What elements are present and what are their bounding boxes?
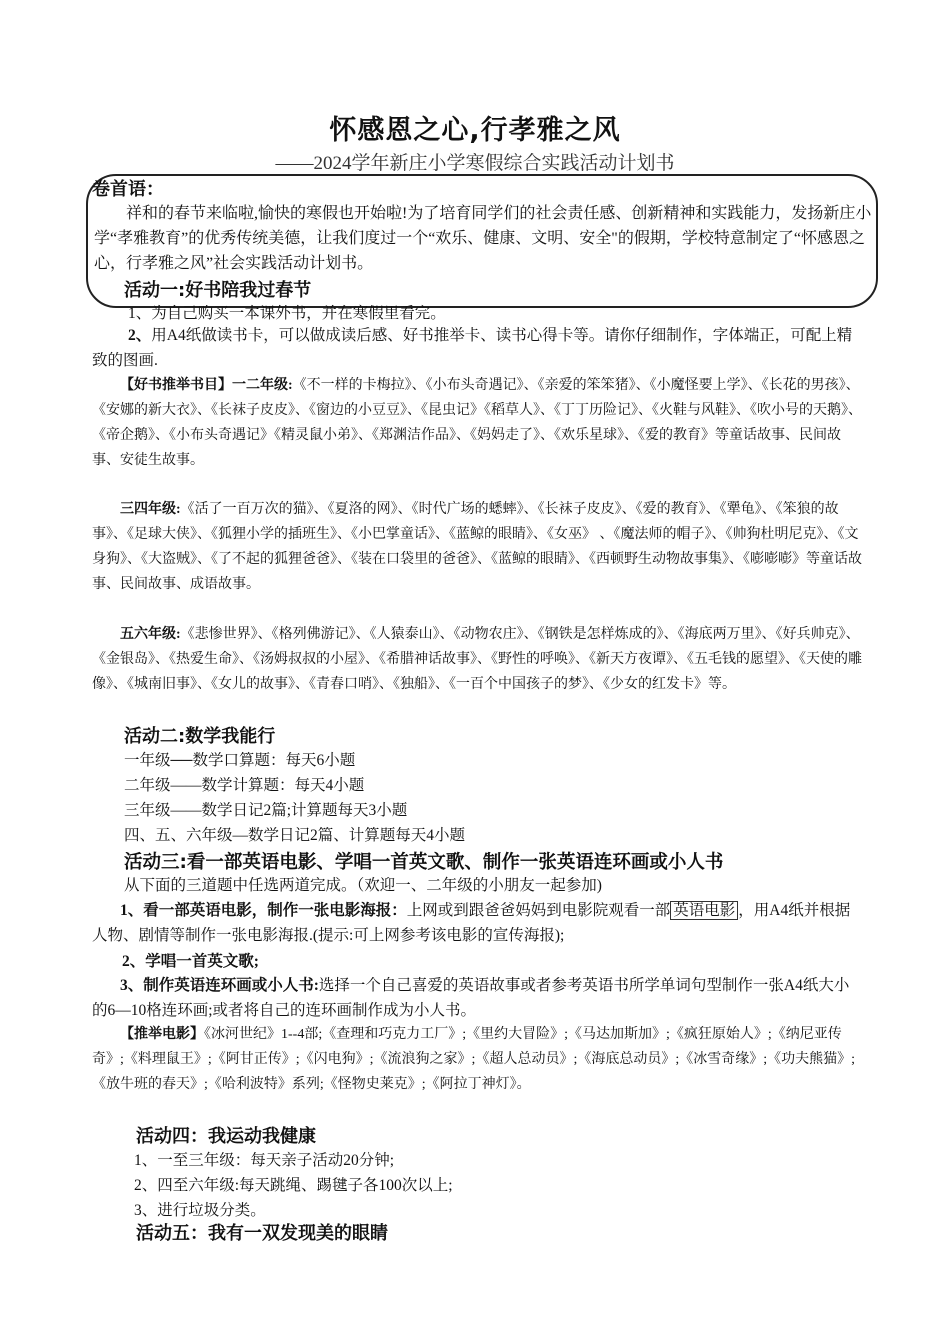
activity3-item3-text: 选择一个自己喜爱的英语故事或者参考英语书所学单词句型制作一张A4纸大小的6—10格连环画;或者将自己的连环画制作成为小人书。: [92, 977, 850, 1019]
activity3-heading: 活动三:看一部英语电影、学唱一首英文歌、制作一张英语连环画或小人书: [124, 852, 724, 873]
recommended-movies: [92, 1022, 862, 1097]
books-grade34-label: 三四年级:: [120, 502, 181, 517]
books-grade56: [92, 622, 862, 697]
activity3-item1-post: ，用A4纸并根据人物、剧情等制作一张电影海报.(提示:可上网参考该电影的宣传海报);: [92, 902, 851, 944]
books-grade34-list: 《活了一百万次的猫》、《夏洛的网》、《时代广场的蟋蟀》、《长袜子皮皮》、《爱的教育》、《犟龟》、《笨狼的故事》、《足球大侠》、《狐狸小学的插班生》、《小巴掌童话》、《蓝鲸的眼睛》、《女巫》 、《魔法师的帽子》、《帅狗杜明尼克》、《文身狗》、《大盗贼》、《了不起的狐狸爸爸》、《装在口袋里的爸爸》、《蓝鲸的眼睛》、《西顿野生动物故事集》、《嘭嘭嘭》等童话故事、民间故事、成语故事。: [92, 502, 862, 592]
activity3-item3-label: 3、制作英语连环画或小人书:: [120, 977, 319, 994]
activity3-item1-label: 1、看一部英语电影，制作一张电影海报：: [120, 902, 407, 919]
movies-list: 《冰河世纪》1--4部;《查理和巧克力工厂》;《里约大冒险》;《马达加斯加》;《疯狂原始人》;《纳尼亚传奇》;《料理鼠王》;《阿甘正传》;《闪电狗》;《流浪狗之家》;《超人总动员》;《海底总动员》;《冰雪奇缘》;《功夫熊猫》;《放牛班的春天》;《哈利波特》系列;《怪物史莱克》;《阿拉丁神灯》。: [92, 1027, 856, 1092]
document-subtitle: ——2024学年新庄小学寒假综合实践活动计划书: [275, 153, 675, 174]
preface-label: 卷首语：: [92, 179, 164, 200]
books-grade56-label: 五六年级:: [120, 627, 181, 642]
activity4-line-1: 1、一至三年级：每天亲子活动20分钟;: [134, 1152, 395, 1169]
activity1-item2-number: 2、: [128, 327, 152, 344]
document-title: 怀感恩之心,行孝雅之风: [329, 115, 621, 146]
activity2-line-1: 一年级──数学口算题：每天6小题: [124, 752, 356, 769]
activity1-item2-text: 用A4纸做读书卡，可以做成读后感、好书推举卡、读书心得卡等。请你仔细制作，字体端正，可配上精致的图画.: [92, 327, 853, 369]
activity5-heading: 活动五：我有一双发现美的眼睛: [136, 1223, 388, 1244]
books-label: 【好书推举书目】一二年级:: [120, 378, 293, 393]
activity1-item2: [92, 323, 862, 373]
activity3-intro: 从下面的三道题中任选两道完成。（欢迎一、二年级的小朋友一起参加): [124, 877, 602, 894]
preface-text: 祥和的春节来临啦,愉快的寒假也开始啦!为了培育同学们的社会责任感、创新精神和实践能力，发扬新庄小学“孝雅教育”的优秀传统美德，让我们度过一个“欢乐、健康、文明、安全"的假期，学校特意制定了“怀感恩之心，行孝雅之风”社会实践活动计划书。: [94, 205, 872, 272]
activity3-item2: 2、学唱一首英文歌;: [122, 953, 259, 970]
books-grade34: [92, 497, 862, 597]
activity3-item3: [92, 973, 862, 1023]
activity3-item1-pre: 上网或到跟爸爸妈妈到电影院观看一部: [406, 902, 671, 919]
activity2-heading: 活动二:数学我能行: [124, 726, 276, 747]
english-movie-link[interactable]: 英语电影: [670, 901, 738, 920]
activity2-line-4: 四、五、六年级—数学日记2篇、计算题每天4小题: [124, 827, 466, 844]
activity1-heading: 活动一:好书陪我过春节: [124, 280, 312, 301]
books-grade12: [92, 373, 862, 473]
activity4-line-2: 2、四至六年级:每天跳绳、踢毽子各100次以上;: [134, 1177, 453, 1194]
books-grade12-list: 《不一样的卡梅拉》、《小布头奇遇记》、《亲爱的笨笨猪》、《小魔怪要上学》、《长花的男孩》、《安娜的新大衣》、《长袜子皮皮》、《窗边的小豆豆》、《昆虫记》《稻草人》、《丁丁历险记》、《火鞋与风鞋》、《吹小号的天鹅》、《帝企鹅》、《小布头奇遇记》《精灵鼠小弟》、《郑渊洁作品》、《妈妈走了》、《欢乐星球》、《爱的教育》等童话故事、民间故事、安徒生故事。: [92, 378, 862, 468]
books-grade56-list: 《悲惨世界》、《格列佛游记》、《人猿泰山》、《动物农庄》、《钢铁是怎样炼成的》、《海底两万里》、《好兵帅克》、《金银岛》、《热爱生命》、《汤姆叔叔的小屋》、《希腊神话故事》、《野性的呼唤》、《新天方夜谭》、《五毛钱的愿望》、《天使的雕像》、《城南旧事》、《女儿的故事》、《青春口哨》、《独船》、《一百个中国孩子的梦》、《少女的红发卡》等。: [92, 627, 862, 692]
activity4-line-3: 3、进行垃圾分类。: [134, 1202, 266, 1219]
activity1-item1: 1、为自己购买一本课外书，并在寒假里看完。: [128, 305, 446, 322]
activity3-item1: [92, 898, 862, 948]
activity2-line-2: 二年级——数学计算题：每天4小题: [124, 777, 365, 794]
activity2-line-3: 三年级——数学日记2篇;计算题每天3小题: [124, 802, 408, 819]
activity4-heading: 活动四：我运动我健康: [136, 1126, 316, 1147]
movies-label: 【推举电影】: [120, 1027, 204, 1042]
